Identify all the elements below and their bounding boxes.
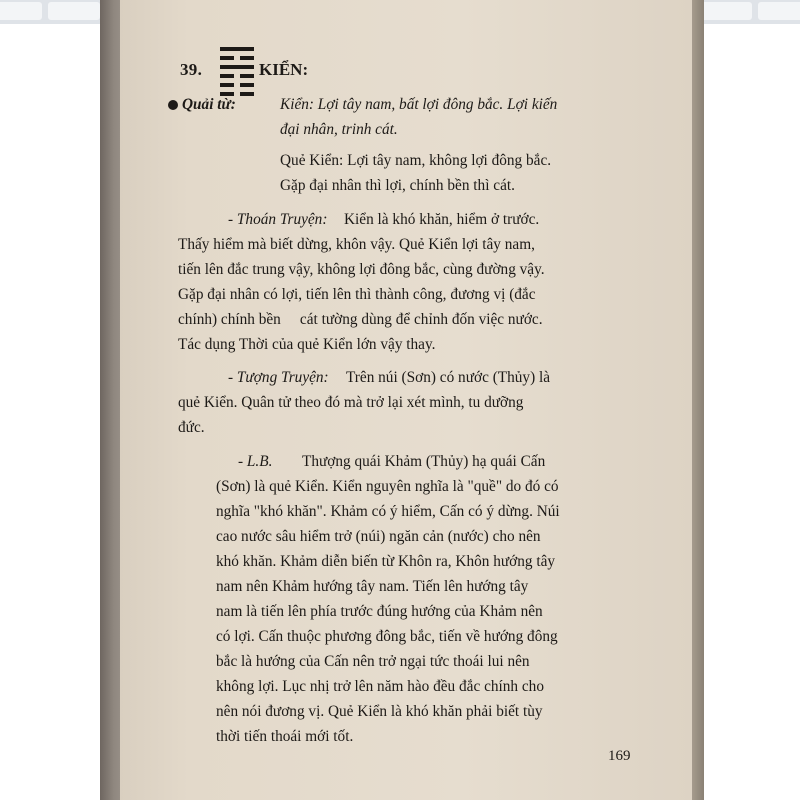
lb-line: nghĩa "khó khăn". Khảm có ý hiểm, Cấn có ý dừng. Núi <box>216 503 560 520</box>
lb-line: có lợi. Cấn thuộc phương đông bắc, tiến về hướng đông <box>216 628 558 645</box>
tuong-line: Trên núi (Sơn) có nước (Thủy) là <box>346 369 551 386</box>
lb-line: không lợi. Lục nhị trở lên năm hào đều đắc chính cho <box>216 678 544 695</box>
lb-line: Thượng quái Khảm (Thủy) hạ quái Cấn <box>302 453 546 470</box>
lb-line: nam là tiến lên phía trước đúng hướng của Khảm nên <box>216 603 543 620</box>
tuong-line: quẻ Kiển. Quân tử theo đó mà trở lại xét mình, tu dưỡng <box>178 394 524 411</box>
quai-tu-label: Quải từ: <box>182 96 236 113</box>
section-number: 39. <box>180 60 203 79</box>
page-number: 169 <box>608 748 631 764</box>
thoan-line: Kiển là khó khăn, hiểm ở trước. <box>344 211 540 228</box>
hexagram-icon <box>220 47 254 97</box>
thoan-label: - Thoán Truyện: <box>228 211 328 228</box>
thoan-line: Tác dụng Thời của quẻ Kiển lớn vậy thay. <box>178 336 436 353</box>
lb-line: nên nói đương vị. Quẻ Kiển là khó khăn phải biết tùy <box>216 703 543 720</box>
thoan-line: Thấy hiểm mà biết dừng, khôn vậy. Quẻ Kiển lợi tây nam, <box>178 236 535 253</box>
bullet-icon <box>168 100 178 110</box>
lb-label: - L.B. <box>238 453 273 470</box>
lb-line: khó khăn. Khảm diễn biến từ Khôn ra, Khôn hướng tây <box>216 553 556 570</box>
section-title: KIỂN: <box>259 60 309 79</box>
lb-line: thời tiến thoái mới tốt. <box>216 728 354 745</box>
quai-tu-line: Kiển: Lợi tây nam, bất lợi đông bắc. Lợi kiến <box>280 96 558 113</box>
quai-tu-line: đại nhân, trinh cát. <box>280 121 398 138</box>
tuong-line: đức. <box>178 419 205 436</box>
tuong-label: - Tượng Truyện: <box>228 369 329 386</box>
thoan-line: chính) chính bền cát tường dùng để chỉnh đốn việc nước. <box>178 311 543 328</box>
lb-line: (Sơn) là quẻ Kiển. Kiển nguyên nghĩa là "quề" do đó có <box>216 478 559 495</box>
lb-line: cao nước sâu hiểm trở (núi) ngăn cản (nước) cho nên <box>216 528 541 545</box>
lb-line: nam nên Khảm hướng tây nam. Tiến lên hướng tây <box>216 578 529 595</box>
quai-tu-line: Gặp đại nhân thì lợi, chính bền thì cát. <box>280 177 515 194</box>
quai-tu-line: Quẻ Kiển: Lợi tây nam, không lợi đông bắc. <box>280 152 552 169</box>
thoan-line: Gặp đại nhân có lợi, tiến lên thì thành công, đương vị (đắc <box>178 286 536 303</box>
book-page <box>120 0 692 800</box>
lb-line: bắc là hướng của Cấn nên trở ngại tức thoái lui nên <box>216 653 530 670</box>
thoan-line: tiến lên đắc trung vậy, không lợi đông bắc, cùng đường vậy. <box>178 261 545 278</box>
